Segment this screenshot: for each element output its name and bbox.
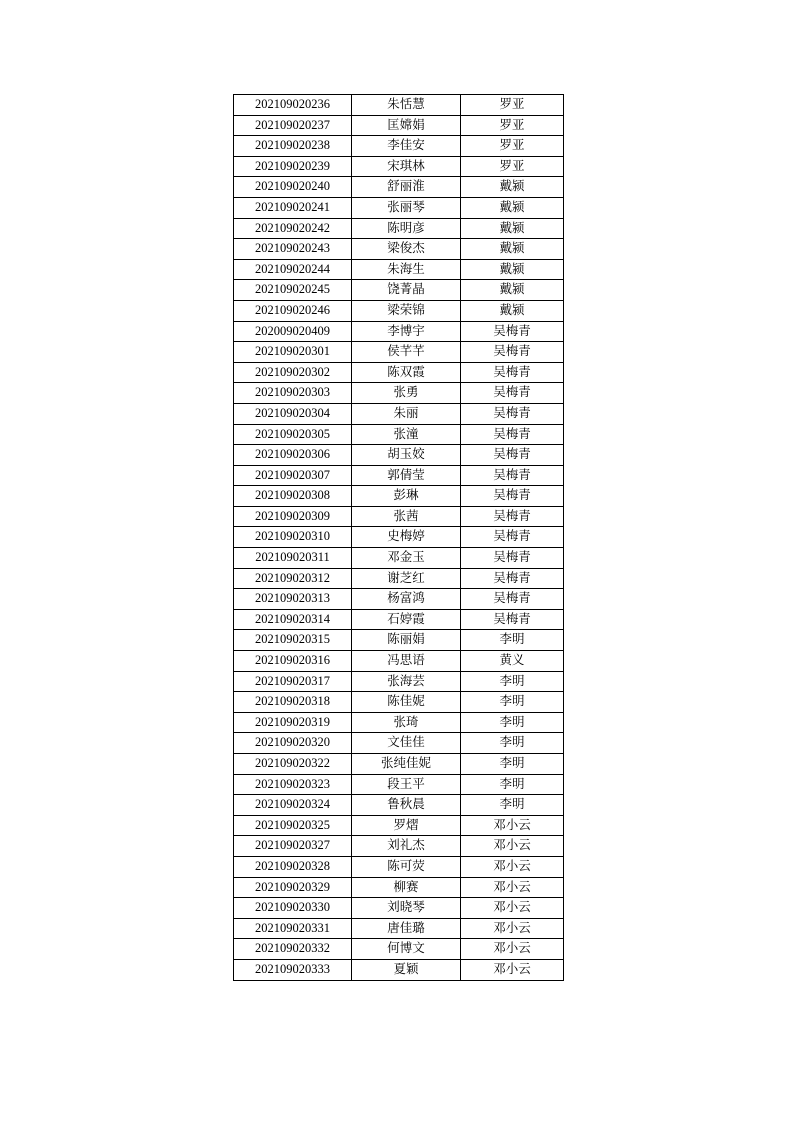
student-id-cell: 202109020309 xyxy=(234,506,352,527)
teacher-name-cell: 吴梅青 xyxy=(461,362,564,383)
student-name-cell: 石婷霞 xyxy=(352,609,461,630)
student-id-cell: 202109020306 xyxy=(234,445,352,466)
table-row xyxy=(234,239,564,260)
table-row xyxy=(234,136,564,157)
student-name-cell: 陈可荧 xyxy=(352,856,461,877)
student-name-cell: 柳赛 xyxy=(352,877,461,898)
student-name-cell: 宋琪林 xyxy=(352,156,461,177)
table-row xyxy=(234,815,564,836)
teacher-name-cell: 吴梅青 xyxy=(461,568,564,589)
student-name-cell: 张丽琴 xyxy=(352,197,461,218)
student-id-cell: 202109020329 xyxy=(234,877,352,898)
student-name-cell: 匡嫦娟 xyxy=(352,115,461,136)
teacher-name-cell: 戴颍 xyxy=(461,259,564,280)
student-name-cell: 文佳佳 xyxy=(352,733,461,754)
teacher-name-cell: 吴梅青 xyxy=(461,465,564,486)
student-id-cell: 202109020301 xyxy=(234,342,352,363)
teacher-name-cell: 戴颍 xyxy=(461,197,564,218)
student-id-cell: 202109020319 xyxy=(234,712,352,733)
student-id-cell: 202109020320 xyxy=(234,733,352,754)
teacher-name-cell: 李明 xyxy=(461,774,564,795)
student-name-cell: 彭琳 xyxy=(352,486,461,507)
student-id-cell: 202109020323 xyxy=(234,774,352,795)
student-name-cell: 邓金玉 xyxy=(352,548,461,569)
teacher-name-cell: 吴梅青 xyxy=(461,589,564,610)
student-id-cell: 202109020241 xyxy=(234,197,352,218)
teacher-name-cell: 戴颍 xyxy=(461,300,564,321)
student-name-cell: 陈丽娟 xyxy=(352,630,461,651)
table-row xyxy=(234,774,564,795)
student-name-cell: 冯思语 xyxy=(352,651,461,672)
student-name-cell: 夏颖 xyxy=(352,959,461,980)
student-roster-table xyxy=(233,94,564,981)
table-row xyxy=(234,898,564,919)
teacher-name-cell: 李明 xyxy=(461,692,564,713)
teacher-name-cell: 邓小云 xyxy=(461,918,564,939)
table-row xyxy=(234,280,564,301)
student-name-cell: 谢芝红 xyxy=(352,568,461,589)
table-row xyxy=(234,671,564,692)
student-name-cell: 朱海生 xyxy=(352,259,461,280)
student-name-cell: 鲁秋晨 xyxy=(352,795,461,816)
teacher-name-cell: 邓小云 xyxy=(461,836,564,857)
student-id-cell: 202109020239 xyxy=(234,156,352,177)
student-id-cell: 202109020324 xyxy=(234,795,352,816)
table-row xyxy=(234,259,564,280)
student-name-cell: 郭倩莹 xyxy=(352,465,461,486)
student-name-cell: 史梅婷 xyxy=(352,527,461,548)
student-name-cell: 刘礼杰 xyxy=(352,836,461,857)
table-row xyxy=(234,939,564,960)
student-id-cell: 202109020236 xyxy=(234,95,352,116)
teacher-name-cell: 邓小云 xyxy=(461,939,564,960)
teacher-name-cell: 吴梅青 xyxy=(461,383,564,404)
student-name-cell: 陈佳妮 xyxy=(352,692,461,713)
teacher-name-cell: 吴梅青 xyxy=(461,609,564,630)
student-name-cell: 张茜 xyxy=(352,506,461,527)
student-name-cell: 张潼 xyxy=(352,424,461,445)
teacher-name-cell: 吴梅青 xyxy=(461,424,564,445)
teacher-name-cell: 黄义 xyxy=(461,651,564,672)
table-row xyxy=(234,218,564,239)
student-name-cell: 段王平 xyxy=(352,774,461,795)
table-row xyxy=(234,403,564,424)
student-name-cell: 梁荣锦 xyxy=(352,300,461,321)
teacher-name-cell: 李明 xyxy=(461,754,564,775)
student-id-cell: 202109020245 xyxy=(234,280,352,301)
student-id-cell: 202109020328 xyxy=(234,856,352,877)
student-id-cell: 202109020307 xyxy=(234,465,352,486)
table-row xyxy=(234,795,564,816)
student-name-cell: 张勇 xyxy=(352,383,461,404)
teacher-name-cell: 邓小云 xyxy=(461,815,564,836)
table-row xyxy=(234,156,564,177)
table-row xyxy=(234,506,564,527)
teacher-name-cell: 吴梅青 xyxy=(461,486,564,507)
student-name-cell: 陈明彦 xyxy=(352,218,461,239)
teacher-name-cell: 李明 xyxy=(461,795,564,816)
table-row xyxy=(234,630,564,651)
teacher-name-cell: 邓小云 xyxy=(461,898,564,919)
teacher-name-cell: 邓小云 xyxy=(461,959,564,980)
table-row xyxy=(234,300,564,321)
student-id-cell: 202109020246 xyxy=(234,300,352,321)
student-id-cell: 202109020310 xyxy=(234,527,352,548)
student-id-cell: 202109020244 xyxy=(234,259,352,280)
teacher-name-cell: 吴梅青 xyxy=(461,342,564,363)
student-id-cell: 202109020327 xyxy=(234,836,352,857)
teacher-name-cell: 罗亚 xyxy=(461,115,564,136)
student-name-cell: 李博宇 xyxy=(352,321,461,342)
teacher-name-cell: 吴梅青 xyxy=(461,445,564,466)
table-row xyxy=(234,712,564,733)
teacher-name-cell: 吴梅青 xyxy=(461,403,564,424)
teacher-name-cell: 罗亚 xyxy=(461,156,564,177)
student-id-cell: 202109020313 xyxy=(234,589,352,610)
student-id-cell: 202109020238 xyxy=(234,136,352,157)
student-id-cell: 202109020322 xyxy=(234,754,352,775)
student-name-cell: 朱丽 xyxy=(352,403,461,424)
table-row xyxy=(234,95,564,116)
teacher-name-cell: 吴梅青 xyxy=(461,506,564,527)
table-row xyxy=(234,548,564,569)
table-row xyxy=(234,424,564,445)
table-row xyxy=(234,115,564,136)
teacher-name-cell: 戴颍 xyxy=(461,177,564,198)
roster-table-body xyxy=(234,95,564,981)
student-name-cell: 唐佳璐 xyxy=(352,918,461,939)
table-row xyxy=(234,527,564,548)
student-id-cell: 202109020312 xyxy=(234,568,352,589)
student-name-cell: 陈双霞 xyxy=(352,362,461,383)
student-name-cell: 舒丽淮 xyxy=(352,177,461,198)
table-row xyxy=(234,918,564,939)
teacher-name-cell: 李明 xyxy=(461,630,564,651)
student-id-cell: 202109020317 xyxy=(234,671,352,692)
student-id-cell: 202109020325 xyxy=(234,815,352,836)
student-name-cell: 胡玉姣 xyxy=(352,445,461,466)
student-id-cell: 202109020333 xyxy=(234,959,352,980)
teacher-name-cell: 罗亚 xyxy=(461,136,564,157)
student-name-cell: 何博文 xyxy=(352,939,461,960)
teacher-name-cell: 戴颍 xyxy=(461,280,564,301)
table-row xyxy=(234,177,564,198)
teacher-name-cell: 吴梅青 xyxy=(461,321,564,342)
student-name-cell: 张琦 xyxy=(352,712,461,733)
student-id-cell: 202109020311 xyxy=(234,548,352,569)
student-name-cell: 杨富鸿 xyxy=(352,589,461,610)
table-row xyxy=(234,321,564,342)
table-row xyxy=(234,589,564,610)
teacher-name-cell: 李明 xyxy=(461,671,564,692)
student-name-cell: 侯芊芊 xyxy=(352,342,461,363)
student-name-cell: 梁俊杰 xyxy=(352,239,461,260)
teacher-name-cell: 李明 xyxy=(461,733,564,754)
table-row xyxy=(234,383,564,404)
student-name-cell: 张海芸 xyxy=(352,671,461,692)
table-row xyxy=(234,197,564,218)
teacher-name-cell: 邓小云 xyxy=(461,856,564,877)
student-name-cell: 李佳安 xyxy=(352,136,461,157)
student-id-cell: 202109020304 xyxy=(234,403,352,424)
student-id-cell: 202109020243 xyxy=(234,239,352,260)
table-row xyxy=(234,836,564,857)
table-row xyxy=(234,486,564,507)
table-row xyxy=(234,568,564,589)
student-id-cell: 202109020308 xyxy=(234,486,352,507)
student-id-cell: 202109020242 xyxy=(234,218,352,239)
student-id-cell: 202109020318 xyxy=(234,692,352,713)
teacher-name-cell: 李明 xyxy=(461,712,564,733)
table-row xyxy=(234,342,564,363)
student-id-cell: 202009020409 xyxy=(234,321,352,342)
student-name-cell: 张纯佳妮 xyxy=(352,754,461,775)
table-row xyxy=(234,959,564,980)
table-row xyxy=(234,692,564,713)
student-id-cell: 202109020305 xyxy=(234,424,352,445)
student-name-cell: 朱恬慧 xyxy=(352,95,461,116)
teacher-name-cell: 戴颍 xyxy=(461,218,564,239)
teacher-name-cell: 罗亚 xyxy=(461,95,564,116)
table-row xyxy=(234,362,564,383)
student-id-cell: 202109020332 xyxy=(234,939,352,960)
student-id-cell: 202109020302 xyxy=(234,362,352,383)
student-id-cell: 202109020240 xyxy=(234,177,352,198)
table-row xyxy=(234,651,564,672)
teacher-name-cell: 吴梅青 xyxy=(461,548,564,569)
student-id-cell: 202109020316 xyxy=(234,651,352,672)
table-row xyxy=(234,754,564,775)
student-id-cell: 202109020237 xyxy=(234,115,352,136)
student-id-cell: 202109020303 xyxy=(234,383,352,404)
student-id-cell: 202109020314 xyxy=(234,609,352,630)
student-name-cell: 罗熠 xyxy=(352,815,461,836)
table-row xyxy=(234,465,564,486)
table-row xyxy=(234,445,564,466)
student-name-cell: 刘晓琴 xyxy=(352,898,461,919)
table-row xyxy=(234,877,564,898)
table-row xyxy=(234,856,564,877)
teacher-name-cell: 戴颍 xyxy=(461,239,564,260)
student-name-cell: 饶菁晶 xyxy=(352,280,461,301)
teacher-name-cell: 吴梅青 xyxy=(461,527,564,548)
student-id-cell: 202109020331 xyxy=(234,918,352,939)
table-row xyxy=(234,733,564,754)
student-id-cell: 202109020315 xyxy=(234,630,352,651)
teacher-name-cell: 邓小云 xyxy=(461,877,564,898)
table-row xyxy=(234,609,564,630)
student-id-cell: 202109020330 xyxy=(234,898,352,919)
